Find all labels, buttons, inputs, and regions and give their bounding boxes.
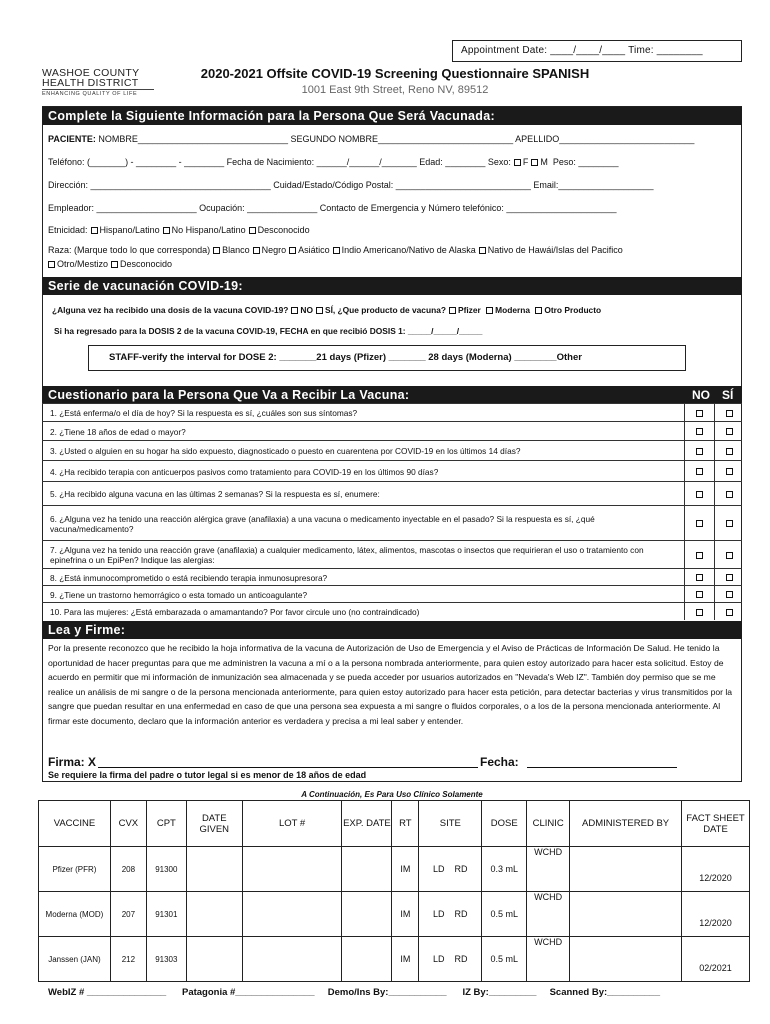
sex-f-label: F bbox=[522, 157, 529, 167]
date-label: Fecha: bbox=[480, 755, 519, 769]
answer-no-checkbox[interactable] bbox=[696, 574, 703, 581]
col-si: SÍ bbox=[722, 388, 734, 402]
sex-m-label: M bbox=[540, 157, 548, 167]
table-row bbox=[39, 892, 750, 937]
logo-line1: WASHOE COUNTY bbox=[42, 67, 140, 79]
answer-no-checkbox[interactable] bbox=[696, 552, 703, 559]
phone-fields: Teléfono: (_______) - ________ - ________ Fecha de Nacimiento: ______/______/_______ Edad: ________ Sexo: bbox=[48, 157, 511, 167]
dose-yes-checkbox[interactable] bbox=[316, 307, 323, 314]
product-checkbox[interactable] bbox=[486, 307, 493, 314]
ethnicity-checkbox[interactable] bbox=[91, 227, 98, 234]
answer-si-checkbox[interactable] bbox=[726, 520, 733, 527]
table-header: VACCINE bbox=[39, 801, 111, 847]
patagonia-field[interactable]: Patagonia #_______________ bbox=[181, 987, 315, 998]
table-header: SITE bbox=[419, 801, 482, 847]
question-text: 6. ¿Alguna vez ha tenido una reacción alérgica grave (anafilaxia) a una vacuna o medicamento inyectable en el pasado? Si la respuesta es sí, ¿qué vacuna/medicamento? bbox=[50, 513, 595, 534]
answer-cell-si bbox=[714, 603, 744, 620]
signature-label: Firma: X bbox=[48, 755, 97, 769]
question-row bbox=[42, 460, 742, 481]
cvx-code: 207 bbox=[110, 892, 146, 937]
dose2-date-question[interactable]: Si ha regresado para la DOSIS 2 de la vacuna COVID-19, FECHA en que recibió DOSIS 1: _____/_____/_____ bbox=[54, 326, 483, 336]
race-option: Indio Americano/Nativo de Alaska bbox=[341, 245, 476, 255]
lot-cell[interactable] bbox=[242, 892, 342, 937]
exp-date-cell[interactable] bbox=[342, 892, 392, 937]
cvx-code: 212 bbox=[110, 937, 146, 982]
dose-question-text: ¿Alguna vez ha recibido una dosis de la vacuna COVID-19? bbox=[52, 305, 289, 315]
question-text: 10. Para las mujeres: ¿Está embarazada o amamantando? Por favor circule uno (no contraindicado) bbox=[50, 607, 420, 617]
page-title: 2020-2021 Offsite COVID-19 Screening Questionnaire SPANISH bbox=[200, 66, 590, 81]
col-no: NO bbox=[692, 388, 710, 402]
answer-cell-no bbox=[684, 441, 714, 460]
question-text: 8. ¿Está inmunocomprometido o está recibiendo terapia inmunosupresora? bbox=[50, 572, 328, 583]
ethnicity-label: Etnicidad: bbox=[48, 225, 88, 235]
table-header: LOT # bbox=[242, 801, 342, 847]
answer-cell-si bbox=[714, 441, 744, 460]
question-text: 7. ¿Alguna vez ha tenido una reacción grave (anafilaxia) a cualquier medicamento, látex, alimentos, mascotas o insectos que requirieran el uso o tratamiento con epinefrina o un EpiPen? Indique las alergias: bbox=[50, 545, 644, 565]
fact-sheet-date: 12/2020 bbox=[682, 892, 750, 937]
table-header-row bbox=[39, 801, 750, 847]
answer-si-checkbox[interactable] bbox=[726, 609, 733, 616]
answer-no-checkbox[interactable] bbox=[696, 410, 703, 417]
dose: 0.5 mL bbox=[482, 892, 527, 937]
product-option: Otro Producto bbox=[544, 305, 602, 315]
phone-row[interactable] bbox=[48, 157, 618, 167]
answer-cell-no bbox=[684, 569, 714, 585]
answer-si-checkbox[interactable] bbox=[726, 552, 733, 559]
section1-header: Complete la Siguiente Información para la Persona Que Será Vacunada: bbox=[42, 107, 742, 125]
table-header: FACT SHEET DATE bbox=[682, 801, 750, 847]
question-row bbox=[42, 505, 742, 540]
answer-si-checkbox[interactable] bbox=[726, 491, 733, 498]
date-given-cell[interactable] bbox=[186, 937, 242, 982]
answer-si-checkbox[interactable] bbox=[726, 468, 733, 475]
table-header: ADMINISTERED BY bbox=[570, 801, 682, 847]
logo-tagline: ENHANCING QUALITY OF LIFE bbox=[42, 91, 138, 97]
answer-cell-si bbox=[714, 569, 744, 585]
vaccine-name: Moderna (MOD) bbox=[39, 892, 111, 937]
question-row bbox=[42, 403, 742, 421]
question-row bbox=[42, 568, 742, 585]
employer-row[interactable]: Empleador: ____________________ Ocupación: ______________ Contacto de Emergencia y Número telefónico: ______________________ bbox=[48, 203, 617, 213]
answer-cell-no bbox=[684, 586, 714, 602]
lot-cell[interactable] bbox=[242, 847, 342, 892]
question-text: 9. ¿Tiene un trastorno hemorrágico o esta tomado un anticoagulante? bbox=[50, 589, 308, 600]
ethnicity-option: Hispano/Latino bbox=[99, 225, 160, 235]
answer-cell-si bbox=[714, 506, 744, 540]
race-checkbox[interactable] bbox=[253, 247, 260, 254]
cvx-code: 208 bbox=[110, 847, 146, 892]
dose: 0.5 mL bbox=[482, 937, 527, 982]
question-text: 1. ¿Está enferma/o el día de hoy? Si la respuesta es sí, ¿cuáles son sus síntomas? bbox=[50, 408, 358, 418]
clinic: WCHD bbox=[527, 847, 570, 892]
race-checkbox[interactable] bbox=[111, 261, 118, 268]
lot-cell[interactable] bbox=[242, 937, 342, 982]
route: IM bbox=[392, 847, 419, 892]
consent-paragraph: Por la presente reconozco que he recibido la hoja informativa de la vacuna de Autorización de Uso de Emergencia y el Aviso de Prácticas de Información De Salud. He tenido la oportunidad de hacer preguntas para que me administren la vacuna a mí o a la persona nombrada anteriormente, para quien estoy autorizado para hacer esta solicitud. Estoy de acuerdo en permitir que mi información de inmunización sea almacenada y se pueda acceder por usuarios autorizados en "Nevada's Web IZ". También doy permiso que se me realice un análisis de mi sangre o de la persona mencionada anteriormente, para quien estoy autorizado para hacer esta petición, para detectar bacterias y virus transmitidos por la sangre que puedan resultar en una enfermedad en caso de que una persona sea expuesta a mi sangre o fluidos corporales, o a los de la persona mencionada anteriormente. Al firmar este documento, declaro que la información anterior es verdadera y precisa a mi leal saber y entender. bbox=[48, 643, 733, 726]
table-header: DOSE bbox=[482, 801, 527, 847]
table-header: DATE GIVEN bbox=[186, 801, 242, 847]
answer-cell-no bbox=[684, 482, 714, 505]
answer-si-checkbox[interactable] bbox=[726, 448, 733, 455]
answer-no-checkbox[interactable] bbox=[696, 428, 703, 435]
answer-no-checkbox[interactable] bbox=[696, 491, 703, 498]
race-checkbox[interactable] bbox=[289, 247, 296, 254]
sex-f-checkbox[interactable] bbox=[514, 159, 521, 166]
answer-cell-si bbox=[714, 461, 744, 481]
sex-m-checkbox[interactable] bbox=[531, 159, 538, 166]
question-row bbox=[42, 540, 742, 568]
clinic: WCHD bbox=[527, 937, 570, 982]
ethnicity-row[interactable] bbox=[48, 225, 310, 235]
logo-line2: HEALTH DISTRICT bbox=[42, 77, 139, 89]
section3-header: Cuestionario para la Persona Que Va a Recibir La Vacuna: bbox=[42, 386, 742, 404]
ethnicity-checkbox[interactable] bbox=[163, 227, 170, 234]
table-header: CLINIC bbox=[527, 801, 570, 847]
race-row[interactable] bbox=[48, 245, 623, 255]
date-line[interactable] bbox=[527, 767, 677, 768]
date-given-cell[interactable] bbox=[186, 847, 242, 892]
demo-field[interactable]: Demo/Ins By:___________ bbox=[327, 987, 447, 998]
answer-no-checkbox[interactable] bbox=[696, 609, 703, 616]
answer-si-checkbox[interactable] bbox=[726, 591, 733, 598]
dose: 0.3 mL bbox=[482, 847, 527, 892]
table-row bbox=[39, 937, 750, 982]
vaccine-name: Pfizer (PFR) bbox=[39, 847, 111, 892]
race-checkbox[interactable] bbox=[213, 247, 220, 254]
paciente-label: PACIENTE: bbox=[48, 134, 96, 144]
answer-cell-no bbox=[684, 541, 714, 568]
date-given-cell[interactable] bbox=[186, 892, 242, 937]
answer-si-checkbox[interactable] bbox=[726, 574, 733, 581]
question-row bbox=[42, 602, 742, 620]
fact-sheet-date: 12/2020 bbox=[682, 847, 750, 892]
clinic-use-note: A Continuación, Es Para Uso Clínico Solamente bbox=[301, 790, 483, 799]
cpt-code: 91301 bbox=[146, 892, 186, 937]
question-row bbox=[42, 421, 742, 440]
ethnicity-option: No Hispano/Latino bbox=[171, 225, 246, 235]
answer-no-checkbox[interactable] bbox=[696, 448, 703, 455]
ethnicity-option: Desconocido bbox=[257, 225, 310, 235]
dose-no-label: NO bbox=[300, 305, 313, 315]
vaccine-name: Janssen (JAN) bbox=[39, 937, 111, 982]
question-row bbox=[42, 440, 742, 460]
scanned-field[interactable]: Scanned By:__________ bbox=[549, 987, 660, 998]
answer-cell-no bbox=[684, 603, 714, 620]
administered-by-cell[interactable] bbox=[570, 847, 682, 892]
dose-yes-label: SÍ, ¿Que producto de vacuna? bbox=[324, 305, 446, 315]
answer-cell-si bbox=[714, 482, 744, 505]
appointment-box[interactable]: Appointment Date: ____/____/____ Time: ________ bbox=[452, 40, 742, 62]
race-option: Otro/Mestizo bbox=[57, 259, 109, 269]
answer-cell-si bbox=[714, 586, 744, 602]
product-option: Moderna bbox=[495, 305, 531, 315]
table-header: CVX bbox=[110, 801, 146, 847]
vaccine-table bbox=[38, 800, 750, 982]
answer-cell-si bbox=[714, 404, 744, 421]
address: 1001 East 9th Street, Reno NV, 89512 bbox=[301, 84, 489, 96]
answer-si-checkbox[interactable] bbox=[726, 428, 733, 435]
race-checkbox[interactable] bbox=[48, 261, 55, 268]
race-checkbox[interactable] bbox=[479, 247, 486, 254]
cpt-code: 91300 bbox=[146, 847, 186, 892]
paciente-fields: NOMBRE______________________________ SEGUNDO NOMBRE___________________________ APELLIDO___________________________ bbox=[98, 134, 695, 144]
race-label: Raza: (Marque todo lo que corresponda) bbox=[48, 245, 211, 255]
answer-si-checkbox[interactable] bbox=[726, 410, 733, 417]
race-option: Desconocido bbox=[120, 259, 173, 269]
question-text: 3. ¿Usted o alguien en su hogar ha sido expuesto, diagnosticado o puesto en cuarentena por COVID-19 en los últimos 14 días? bbox=[50, 446, 521, 456]
route: IM bbox=[392, 892, 419, 937]
patient-name-row[interactable] bbox=[48, 134, 694, 144]
fact-sheet-date: 02/2021 bbox=[682, 937, 750, 982]
site-options: LD RD bbox=[419, 937, 482, 982]
section4-header: Lea y Firme: bbox=[42, 621, 742, 639]
staff-verify-box[interactable]: STAFF-verify the interval for DOSE 2: _______21 days (Pfizer) _______ 28 days (Moderna) ________Other bbox=[88, 345, 686, 371]
answer-cell-no bbox=[684, 506, 714, 540]
route: IM bbox=[392, 937, 419, 982]
table-row bbox=[39, 847, 750, 892]
race-option: Nativo de Hawái/Islas del Pacifico bbox=[487, 245, 623, 255]
footer bbox=[48, 987, 748, 998]
iz-field[interactable]: IZ By:_________ bbox=[462, 987, 537, 998]
exp-date-cell[interactable] bbox=[342, 847, 392, 892]
webiz-field[interactable]: WebIZ # _______________ bbox=[48, 987, 167, 998]
ethnicity-checkbox[interactable] bbox=[249, 227, 256, 234]
section2-header: Serie de vacunación COVID-19: bbox=[42, 277, 742, 295]
race-option: Blanco bbox=[222, 245, 250, 255]
site-options: LD RD bbox=[419, 892, 482, 937]
table-header: EXP. DATE bbox=[342, 801, 392, 847]
question-row bbox=[42, 585, 742, 602]
race-option: Negro bbox=[261, 245, 287, 255]
question-text: 4. ¿Ha recibido terapia con anticuerpos pasivos como tratamiento para COVID-19 en los últimos 90 días? bbox=[50, 466, 439, 477]
clinic: WCHD bbox=[527, 892, 570, 937]
administered-by-cell[interactable] bbox=[570, 892, 682, 937]
race-checkbox[interactable] bbox=[333, 247, 340, 254]
weight-field: Peso: ________ bbox=[552, 157, 619, 167]
vaccine-dose-question[interactable] bbox=[52, 305, 601, 315]
product-checkbox[interactable] bbox=[535, 307, 542, 314]
cpt-code: 91303 bbox=[146, 937, 186, 982]
product-option: Pfizer bbox=[457, 305, 481, 315]
exp-date-cell[interactable] bbox=[342, 937, 392, 982]
answer-no-checkbox[interactable] bbox=[696, 520, 703, 527]
product-checkbox[interactable] bbox=[449, 307, 456, 314]
administered-by-cell[interactable] bbox=[570, 937, 682, 982]
question-text: 5. ¿Ha recibido alguna vacuna en las últimas 2 semanas? Si la respuesta es sí, enumere: bbox=[50, 489, 380, 499]
answer-cell-si bbox=[714, 541, 744, 568]
answer-cell-no bbox=[684, 404, 714, 421]
table-header: RT bbox=[392, 801, 419, 847]
signature-line[interactable] bbox=[98, 767, 478, 768]
guardian-note: Se requiere la firma del padre o tutor legal si es menor de 18 años de edad bbox=[48, 770, 367, 780]
dose-no-checkbox[interactable] bbox=[291, 307, 298, 314]
logo bbox=[42, 68, 154, 97]
answer-no-checkbox[interactable] bbox=[696, 591, 703, 598]
answer-no-checkbox[interactable] bbox=[696, 468, 703, 475]
answer-cell-si bbox=[714, 422, 744, 440]
race-row-2[interactable] bbox=[45, 259, 172, 269]
site-options: LD RD bbox=[419, 847, 482, 892]
answer-cell-no bbox=[684, 422, 714, 440]
race-option: Asiático bbox=[298, 245, 330, 255]
table-header: CPT bbox=[146, 801, 186, 847]
question-row bbox=[42, 481, 742, 505]
answer-cell-no bbox=[684, 461, 714, 481]
address-row[interactable]: Dirección: ____________________________________ Cuidad/Estado/Código Postal: ___________________________ Email:___________________ bbox=[48, 180, 654, 190]
question-text: 2. ¿Tiene 18 años de edad o mayor? bbox=[50, 426, 186, 437]
